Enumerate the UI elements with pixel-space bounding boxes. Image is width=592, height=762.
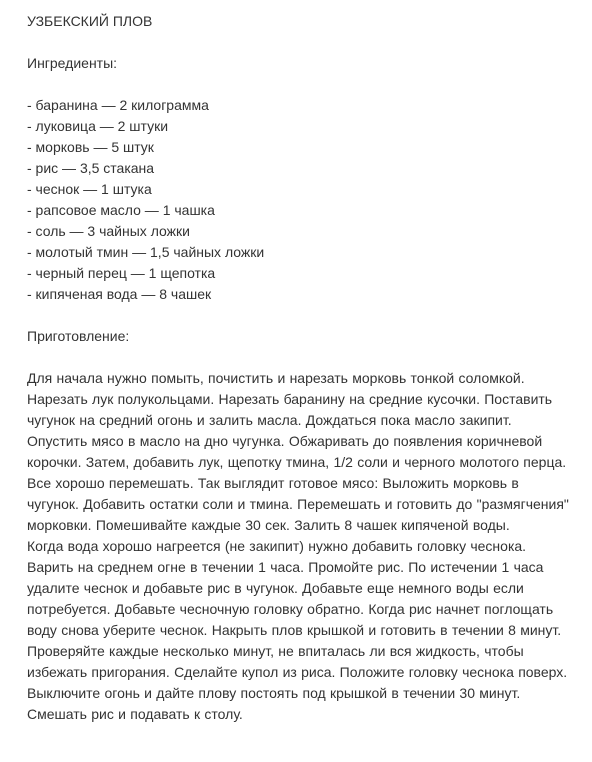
ingredient-item: - рис — 3,5 стакана xyxy=(27,160,155,176)
ingredient-item: - морковь — 5 штук xyxy=(27,139,154,155)
preparation-paragraph: Для начала нужно помыть, почистить и нарезать морковь тонкой соломкой. Нарезать лук полукольцами. Нарезать баранину на средние кусочки. Поставить чугунок на средний огонь и залить масла. Дождаться пока масло закипит. Опустить мясо в масло на дно чугунка. Обжаривать до появления коричневой корочки. Затем, добавить лук, щепотку тмина, 1/2 соли и черного молотого перца. Все хорошо перемешать. Так выглядит готовое мясо: Выложить морковь в чугунок. Добавить остатки соли и тмина. Перемешать и готовить до "размягчения" морковки. Помешивайте каждые 30 сек. Залить 8 чашек кипяченой воды. xyxy=(27,370,569,533)
ingredients-list xyxy=(27,95,572,305)
spacer xyxy=(27,347,572,368)
ingredient-item: - рапсовое масло — 1 чашка xyxy=(27,202,215,218)
ingredient-item: - чеснок — 1 штука xyxy=(27,181,152,197)
ingredient-item: - баранина — 2 килограмма xyxy=(27,97,209,113)
ingredient-item: - кипяченая вода — 8 чашек xyxy=(27,286,212,302)
preparation-heading: Приготовление: xyxy=(27,328,130,344)
spacer xyxy=(27,74,572,95)
recipe-title: УЗБЕКСКИЙ ПЛОВ xyxy=(27,13,153,29)
spacer xyxy=(27,305,572,326)
preparation-paragraph: Когда вода хорошо нагреется (не закипит) нужно добавить головку чеснока. Варить на среднем огне в течении 1 часа. Промойте рис. По истечении 1 часа удалите чеснок и добавьте рис в чугунок. Добавьте еще немного воды если потребуется. Добавьте чесночную головку обратно. Когда рис начнет поглощать воду снова уберите чеснок. Накрыть плов крышкой и готовить в течении 8 минут. Проверяйте каждые несколько минут, не впиталась ли вся жидкость, чтобы избежать пригорания. Сделайте купол из риса. Положите головку чеснока поверх. Выключите огонь и дайте плову постоять под крышкой в течении 30 минут. Смешать рис и подавать к столу. xyxy=(27,538,568,722)
recipe-document xyxy=(27,11,572,725)
ingredient-item: - черный перец — 1 щепотка xyxy=(27,265,216,281)
ingredient-item: - луковица — 2 штуки xyxy=(27,118,169,134)
ingredient-item: - молотый тмин — 1,5 чайных ложки xyxy=(27,244,265,260)
ingredient-item: - соль — 3 чайных ложки xyxy=(27,223,190,239)
spacer xyxy=(27,32,572,53)
ingredients-heading: Ингредиенты: xyxy=(27,55,118,71)
